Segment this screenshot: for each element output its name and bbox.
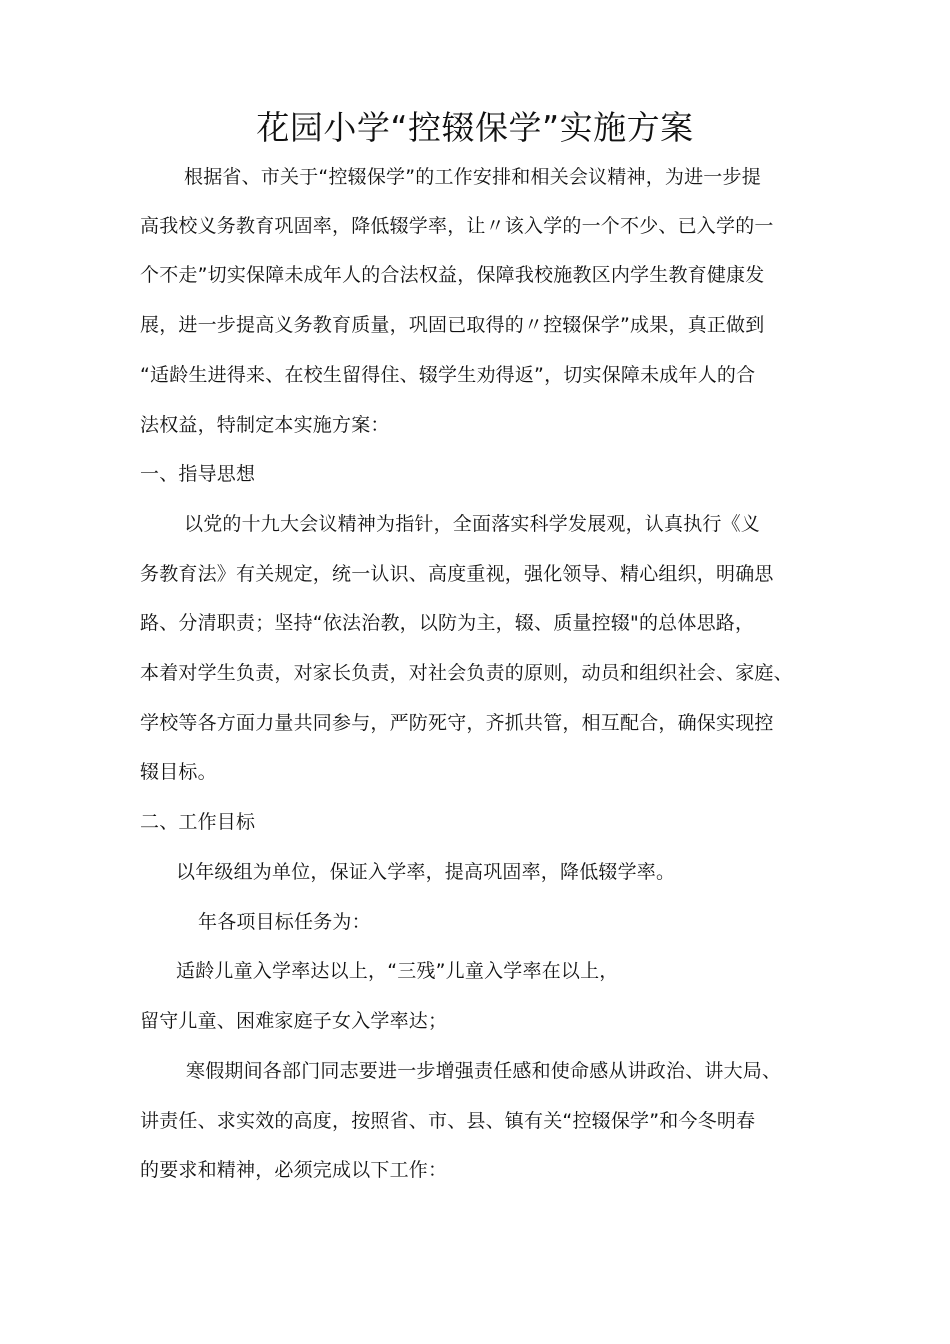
paragraph-line: 讲责任、求实效的高度，按照省、市、县、镇有关“控辍保学”和今冬明春 (140, 1110, 756, 1132)
paragraph-line: 的要求和精神，必须完成以下工作： (140, 1159, 448, 1181)
document-title: 花园小学“控辍保学”实施方案 (256, 108, 694, 147)
section-heading: 一、指导思想 (140, 463, 256, 485)
paragraph-line: 高我校义务教育巩固率，降低辍学率，让〃该入学的一个不少、已入学的一 (140, 215, 774, 237)
section-heading: 二、工作目标 (140, 811, 256, 833)
paragraph-line: 年各项目标任务为： (198, 911, 371, 933)
paragraph-line: 寒假期间各部门同志要进一步增强责任感和使命感从讲政治、讲大局、 (186, 1060, 782, 1082)
paragraph-line: 路、分清职责；坚持“依法治教，以防为主，辍、质量控辍"的总体思路， (140, 612, 755, 634)
paragraph-line: 适龄儿童入学率达以上，“三残”儿童入学率在以上， (176, 960, 619, 982)
paragraph-line: 根据省、市关于“控辍保学”的工作安排和相关会议精神，为进一步提 (184, 166, 761, 188)
paragraph-line: 学校等各方面力量共同参与，严防死守，齐抓共管，相互配合，确保实现控 (140, 712, 774, 734)
paragraph-line: 本着对学生负责，对家长负责，对社会负责的原则，动员和组织社会、家庭、 (140, 662, 793, 684)
paragraph-line: 留守儿童、困难家庭子女入学率达； (140, 1010, 448, 1032)
paragraph-line: 法权益，特制定本实施方案： (140, 414, 390, 436)
paragraph-line: “适龄生进得来、在校生留得住、辍学生劝得返”，切实保障未成年人的合 (140, 364, 756, 386)
paragraph-line: 务教育法》有关规定，统一认识、高度重视，强化领导、精心组织，明确思 (140, 563, 774, 585)
paragraph-line: 以年级组为单位，保证入学率，提高巩固率，降低辍学率。 (176, 861, 676, 883)
paragraph-line: 辍目标。 (140, 761, 217, 783)
paragraph-line: 以党的十九大会议精神为指针，全面落实科学发展观，认真执行《义 (184, 513, 761, 535)
paragraph-line: 个不走”切实保障未成年人的合法权益，保障我校施教区内学生教育健康发 (140, 264, 765, 286)
paragraph-line: 展，进一步提高义务教育质量，巩固已取得的〃控辍保学”成果，真正做到 (140, 314, 765, 336)
